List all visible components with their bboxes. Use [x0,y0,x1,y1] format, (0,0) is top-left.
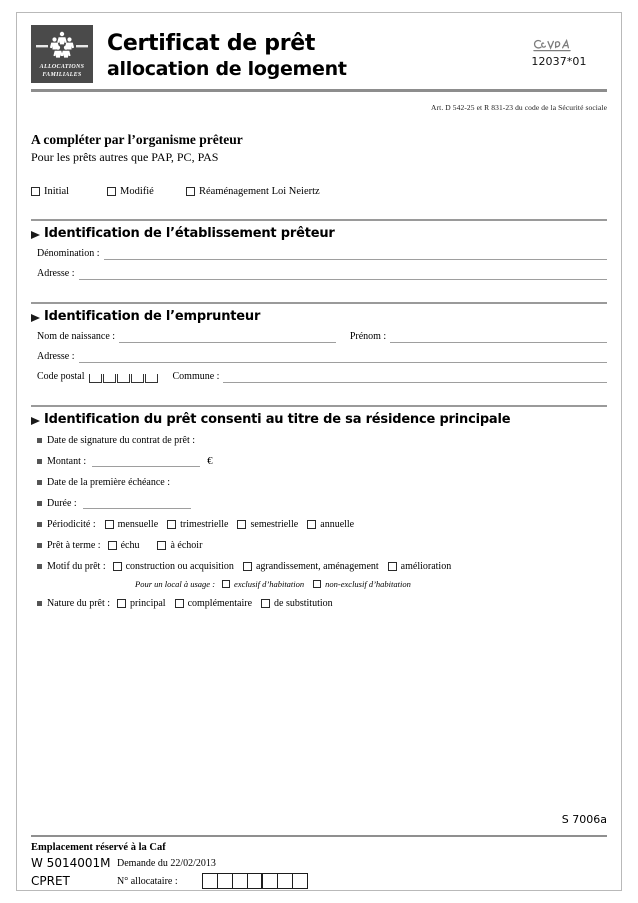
field-label-borrower-address: Adresse : [37,351,75,362]
section-lender-heading [31,226,607,241]
checkbox-annuelle[interactable] [307,520,316,529]
checkbox-initial[interactable] [31,187,40,196]
square-bullet-icon [37,438,42,443]
checkbox-label-modifie: Modifié [120,186,154,197]
checkbox-echu[interactable] [108,541,117,550]
arrow-right-icon [31,417,40,425]
number-box[interactable] [217,873,233,889]
section-lender [31,219,607,280]
field-postcode-row [37,371,607,383]
checkbox-a-echoir[interactable] [157,541,166,550]
checkbox-label-initial: Initial [44,186,70,197]
field-input-borrower-address[interactable] [79,352,608,363]
number-box[interactable] [262,873,278,889]
field-input-amount[interactable] [92,456,200,467]
logo-text-line2: FAMILIALES [42,71,82,78]
checkbox-option-non-exclusif[interactable] [313,579,411,589]
comb-cell[interactable] [103,374,116,383]
form-code: S 7006a [561,813,607,826]
checkbox-option-modifie[interactable] [107,186,186,197]
field-label-firstname: Prénom : [349,331,387,342]
field-input-denomination[interactable] [104,249,608,260]
field-label-postcode: Code postal [37,371,85,382]
comb-cell[interactable] [145,374,158,383]
comb-cell[interactable] [89,374,102,383]
section-divider [31,302,607,304]
number-box[interactable] [202,873,218,889]
field-purpose-row [37,560,607,573]
page-subtitle: allocation de logement [107,58,347,80]
caf-reserved-title: Emplacement réservé à la Caf [31,842,166,853]
field-input-firstname[interactable] [390,332,607,343]
checkbox-semestrielle[interactable] [237,520,246,529]
section-borrower-heading-text: Identification de l’emprunteur [44,309,261,324]
comb-cell[interactable] [117,374,130,383]
checkbox-substitution[interactable] [261,599,270,608]
field-input-allocataire-number[interactable] [202,873,307,889]
cerfa-logo-icon [532,37,586,54]
checkbox-exclusif-habitation[interactable] [222,580,230,588]
number-box[interactable] [277,873,293,889]
checkbox-principal[interactable] [117,599,126,608]
section-loan-heading [31,412,607,427]
section-divider [31,219,607,221]
field-label-birth-name: Nom de naissance : [37,331,116,342]
checkbox-label-trimestrielle: trimestrielle [180,519,229,530]
field-usage-row [37,579,607,589]
caf-logo [31,25,93,83]
checkbox-option-initial[interactable] [31,186,107,197]
caf-request-date: Demande du 22/02/2013 [117,857,216,869]
field-lender-address[interactable] [37,268,607,280]
section-loan [31,405,607,610]
arrow-right-icon [31,314,40,322]
checkbox-label-annuelle: annuelle [320,519,355,530]
square-bullet-icon [37,564,42,569]
intro-subtitle: Pour les prêts autres que PAP, PC, PAS [31,150,219,164]
checkbox-option-complementaire[interactable] [175,597,252,610]
logo-text-line1: ALLOCATIONS [39,64,85,70]
checkbox-label-substitution: de substitution [274,598,333,609]
header-divider [31,89,607,92]
checkbox-label-exclusif: exclusif d’habitation [234,579,305,589]
number-box[interactable] [232,873,248,889]
intro-block [31,131,607,197]
field-term-row [37,539,607,552]
caf-reference-code: W 5014001M [31,856,111,870]
section-loan-heading-text: Identification du prêt consenti au titre de sa résidence principale [44,412,511,427]
checkbox-option-semestrielle[interactable] [237,518,298,531]
field-denomination[interactable] [37,248,607,260]
checkbox-option-a-echoir[interactable] [157,539,202,552]
cerfa-number: 12037*01 [531,55,587,68]
field-label-usage: Pour un local à usage : [135,579,216,589]
arrow-right-icon [31,231,40,239]
checkbox-amelioration[interactable] [388,562,397,571]
checkbox-label-semestrielle: semestrielle [250,519,299,530]
square-bullet-icon [37,543,42,548]
checkbox-complementaire[interactable] [175,599,184,608]
square-bullet-icon [37,501,42,506]
caf-divider [31,835,607,837]
checkbox-label-mensuelle: mensuelle [117,519,159,530]
checkbox-construction[interactable] [113,562,122,571]
field-label-periodicity: Périodicité : [47,519,96,530]
checkbox-option-principal[interactable] [117,597,166,610]
square-bullet-icon [37,459,42,464]
field-label-lender-address: Adresse : [37,268,75,279]
checkbox-label-principal: principal [130,598,166,609]
allocations-familiales-emblem [35,30,89,62]
caf-form-type-code: CPRET [31,874,70,888]
legal-reference: Art. D 542-25 et R 831-23 du code de la Sécurité sociale [431,103,607,112]
square-bullet-icon [37,601,42,606]
checkbox-label-a-echoir: à échoir [170,540,203,551]
checkbox-label-agrandissement: agrandissement, aménagement [255,561,379,572]
field-amount-row [37,455,607,468]
checkbox-option-exclusif[interactable] [222,579,304,589]
field-birth-name-row [37,331,607,343]
field-borrower-address[interactable] [37,351,607,363]
checkbox-mensuelle[interactable] [105,520,114,529]
checkbox-option-construction[interactable] [113,560,234,573]
section-borrower-heading [31,309,607,324]
field-input-postcode[interactable] [89,374,159,383]
number-box[interactable] [292,873,308,889]
checkbox-option-agrandissement[interactable] [243,560,379,573]
field-label-purpose: Motif du prêt : [47,561,106,572]
number-box[interactable] [247,873,263,889]
checkbox-trimestrielle[interactable] [167,520,176,529]
form-page [16,12,622,891]
field-label-term: Prêt à terme : [47,540,101,551]
checkbox-label-non-exclusif: non-exclusif d’habitation [325,579,411,589]
field-label-nature: Nature du prêt : [47,598,111,609]
intro-checkbox-group [31,186,607,197]
field-label-denomination: Dénomination : [37,248,100,259]
form-header [31,25,607,87]
field-input-lender-address[interactable] [79,269,608,280]
section-divider [31,405,607,407]
field-input-duration[interactable] [83,498,191,509]
checkbox-label-complementaire: complémentaire [187,598,253,609]
checkbox-option-substitution[interactable] [261,597,333,610]
checkbox-label-echu: échu [120,540,140,551]
field-label-commune: Commune : [172,371,220,382]
checkbox-reamenagement[interactable] [186,187,195,196]
square-bullet-icon [37,522,42,527]
checkbox-label-reamenagement: Réaménagement Loi Neiertz [199,186,320,197]
field-nature-row [37,597,607,610]
field-duration-row [37,497,607,510]
checkbox-option-trimestrielle[interactable] [167,518,228,531]
square-bullet-icon [37,480,42,485]
field-label-signature-date: Date de signature du contrat de prêt : [47,435,195,446]
section-lender-heading-text: Identification de l’établissement prêteur [44,226,335,241]
field-input-birth-name[interactable] [119,332,336,343]
field-label-amount: Montant : [47,456,87,467]
checkbox-option-amelioration[interactable] [388,560,452,573]
comb-cell[interactable] [131,374,144,383]
field-first-due-date-row [37,476,607,489]
checkbox-option-annuelle[interactable] [307,518,354,531]
checkbox-modifie[interactable] [107,187,116,196]
checkbox-label-construction: construction ou acquisition [125,561,234,572]
checkbox-option-echu[interactable] [108,539,140,552]
field-signature-date-row [37,434,607,447]
field-label-first-due-date: Date de la première échéance : [47,477,170,488]
checkbox-option-reamenagement[interactable] [186,186,320,197]
caf-reserved-area [31,835,607,889]
caf-row-allocataire [31,873,607,889]
field-label-duration: Durée : [47,498,77,509]
field-periodicity-row [37,518,607,531]
checkbox-label-amelioration: amélioration [400,561,452,572]
checkbox-option-mensuelle[interactable] [105,518,159,531]
section-borrower [31,302,607,383]
cerfa-block [511,37,607,68]
caf-row-demande [31,856,607,870]
intro-title: A compléter par l’organisme prêteur [31,132,243,147]
checkbox-non-exclusif-habitation[interactable] [313,580,321,588]
page-title: Certificat de prêt [107,31,316,56]
currency-symbol: € [207,455,213,467]
checkbox-agrandissement[interactable] [243,562,252,571]
field-input-commune[interactable] [223,372,607,383]
field-label-allocataire-number: N° allocataire : [117,875,178,887]
